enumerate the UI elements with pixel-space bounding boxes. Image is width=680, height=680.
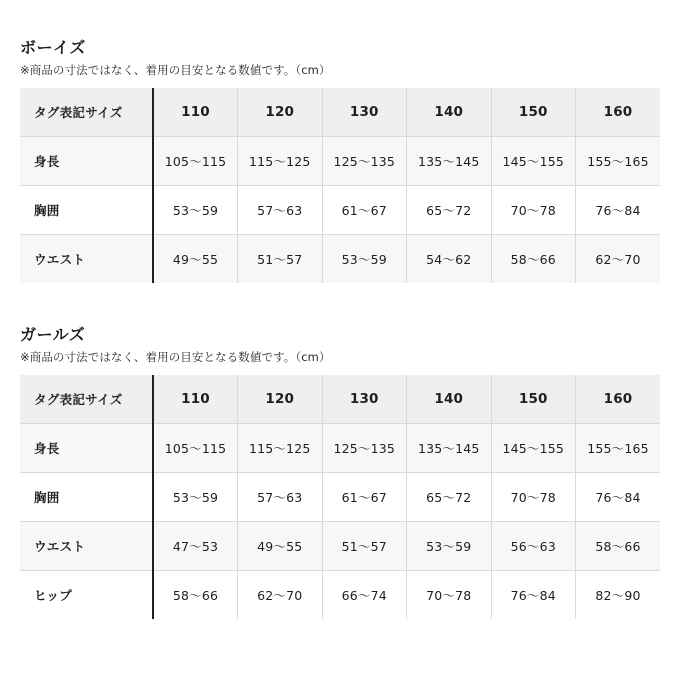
cell-value: 66〜74 xyxy=(322,571,407,620)
cell-value: 70〜78 xyxy=(491,186,576,235)
cell-value: 76〜84 xyxy=(491,571,576,620)
table-header-row xyxy=(20,375,660,424)
table-row xyxy=(20,571,660,620)
cell-value: 115〜125 xyxy=(238,137,323,186)
column-header-150: 150 xyxy=(491,88,576,137)
row-label: 胸囲 xyxy=(20,186,153,235)
cell-value: 105〜115 xyxy=(153,424,238,473)
cell-value: 70〜78 xyxy=(407,571,492,620)
cell-value: 135〜145 xyxy=(407,424,492,473)
column-header-150: 150 xyxy=(491,375,576,424)
row-label: 身長 xyxy=(20,137,153,186)
table-row xyxy=(20,235,660,284)
column-header-110: 110 xyxy=(153,375,238,424)
cell-value: 125〜135 xyxy=(322,137,407,186)
cell-value: 125〜135 xyxy=(322,424,407,473)
cell-value: 57〜63 xyxy=(238,186,323,235)
boys-section xyxy=(20,0,660,283)
cell-value: 76〜84 xyxy=(576,473,661,522)
cell-value: 56〜63 xyxy=(491,522,576,571)
column-header-120: 120 xyxy=(238,88,323,137)
cell-value: 61〜67 xyxy=(322,473,407,522)
column-header-120: 120 xyxy=(238,375,323,424)
cell-value: 53〜59 xyxy=(407,522,492,571)
cell-value: 58〜66 xyxy=(153,571,238,620)
cell-value: 54〜62 xyxy=(407,235,492,284)
cell-value: 145〜155 xyxy=(491,137,576,186)
cell-value: 65〜72 xyxy=(407,186,492,235)
cell-value: 51〜57 xyxy=(238,235,323,284)
table-header-row xyxy=(20,88,660,137)
cell-value: 61〜67 xyxy=(322,186,407,235)
girls-title: ガールズ xyxy=(20,325,86,345)
cell-value: 135〜145 xyxy=(407,137,492,186)
table-row xyxy=(20,186,660,235)
table-row xyxy=(20,522,660,571)
cell-value: 49〜55 xyxy=(238,522,323,571)
cell-value: 105〜115 xyxy=(153,137,238,186)
column-header-tag-size: タグ表記サイズ xyxy=(20,88,153,137)
column-header-130: 130 xyxy=(322,88,407,137)
column-header-160: 160 xyxy=(576,375,661,424)
row-label: 身長 xyxy=(20,424,153,473)
column-header-160: 160 xyxy=(576,88,661,137)
column-header-140: 140 xyxy=(407,375,492,424)
cell-value: 51〜57 xyxy=(322,522,407,571)
cell-value: 115〜125 xyxy=(238,424,323,473)
table-row xyxy=(20,137,660,186)
cell-value: 62〜70 xyxy=(576,235,661,284)
cell-value: 65〜72 xyxy=(407,473,492,522)
cell-value: 76〜84 xyxy=(576,186,661,235)
row-label: 胸囲 xyxy=(20,473,153,522)
cell-value: 53〜59 xyxy=(153,473,238,522)
cell-value: 49〜55 xyxy=(153,235,238,284)
girls-section xyxy=(20,283,660,619)
cell-value: 70〜78 xyxy=(491,473,576,522)
cell-value: 53〜59 xyxy=(322,235,407,284)
row-label: ウエスト xyxy=(20,235,153,284)
cell-value: 82〜90 xyxy=(576,571,661,620)
table-row xyxy=(20,473,660,522)
cell-value: 57〜63 xyxy=(238,473,323,522)
column-header-130: 130 xyxy=(322,375,407,424)
table-row xyxy=(20,424,660,473)
cell-value: 155〜165 xyxy=(576,137,661,186)
boys-size-table xyxy=(20,88,660,283)
column-header-110: 110 xyxy=(153,88,238,137)
row-label: ヒップ xyxy=(20,571,153,620)
cell-value: 47〜53 xyxy=(153,522,238,571)
cell-value: 58〜66 xyxy=(491,235,576,284)
cell-value: 58〜66 xyxy=(576,522,661,571)
cell-value: 155〜165 xyxy=(576,424,661,473)
column-header-140: 140 xyxy=(407,88,492,137)
cell-value: 62〜70 xyxy=(238,571,323,620)
cell-value: 53〜59 xyxy=(153,186,238,235)
boys-note: ※商品の寸法ではなく、着用の目安となる数値です。（cm） xyxy=(20,63,331,78)
row-label: ウエスト xyxy=(20,522,153,571)
girls-size-table xyxy=(20,375,660,619)
cell-value: 145〜155 xyxy=(491,424,576,473)
girls-note: ※商品の寸法ではなく、着用の目安となる数値です。（cm） xyxy=(20,350,331,365)
boys-title: ボーイズ xyxy=(20,38,86,57)
column-header-tag-size: タグ表記サイズ xyxy=(20,375,153,424)
